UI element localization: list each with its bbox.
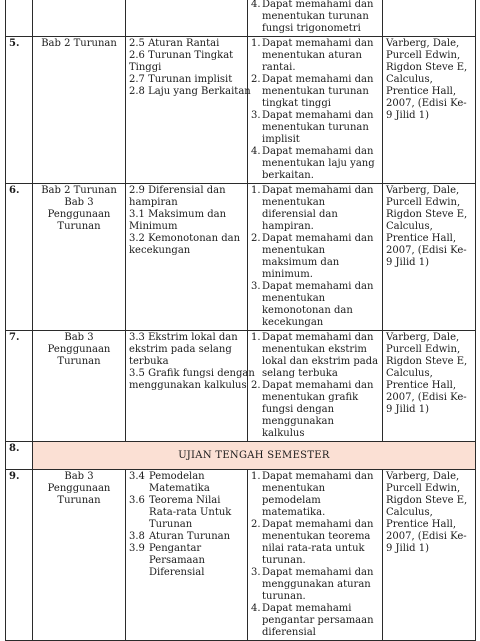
item-number: 3. [251, 281, 261, 292]
list-item [251, 146, 379, 182]
item-number: 3.8 [129, 531, 145, 542]
item-number: 4. [251, 146, 261, 157]
subtopic-line: 3.5 Grafik fungsi dengan [129, 368, 255, 379]
item-text: Dapat memahami dan menentukan turunan tingkat tinggi [262, 74, 374, 109]
indicator-cell [248, 184, 383, 331]
subtopic-line: terbuka [129, 356, 169, 367]
item-number: 4. [251, 603, 261, 614]
reference-cell: Varberg, Dale, Purcell Edwin, Rigdon Steve E, Calculus, Prentice Hall, 2007, (Edisi Ke-9 Jilid 1) [383, 331, 476, 442]
list-item [251, 603, 379, 639]
subtopic-cell [126, 0, 248, 37]
subtopic-list [129, 471, 244, 579]
list-item [251, 233, 379, 281]
reference-cell: Varberg, Dale, Purcell Edwin, Rigdon Steve E, Calculus, Prentice Hall, 2007, (Edisi Ke-9 Jilid 1) [383, 184, 476, 331]
indicator-list [251, 471, 379, 639]
item-text: Dapat memahami dan menentukan grafik fungsi dengan menggunakan kalkulus [262, 380, 374, 439]
subtopic-line: 3.2 Kemonotonan dan [129, 233, 241, 244]
subtopic-line: menggunakan kalkulus [129, 380, 247, 391]
list-item [129, 543, 244, 579]
indicator-list [251, 185, 379, 329]
subtopic-line: 3.3 Ekstrim lokal dan [129, 332, 238, 343]
item-text: Pengantar Persamaan Diferensial [149, 543, 205, 578]
reference-cell [383, 0, 476, 37]
item-number: 1. [251, 185, 261, 196]
chapter-cell [33, 0, 126, 37]
table-row [6, 37, 476, 184]
item-number: 4. [251, 0, 261, 10]
list-item [251, 471, 379, 519]
item-text: Teorema Nilai Rata-rata Untuk Turunan [149, 495, 232, 530]
list-item [251, 332, 379, 380]
chapter-cell: Bab 2 Turunan Bab 3 Penggunaan Turunan [33, 184, 126, 331]
item-number: 1. [251, 471, 261, 482]
row-number: 9. [6, 470, 33, 641]
item-number: 3.6 [129, 495, 145, 506]
item-number: 3. [251, 567, 261, 578]
row-number: 6. [6, 184, 33, 331]
chapter-cell: Bab 3 Penggunaan Turunan [33, 470, 126, 641]
item-text: Aturan Turunan [149, 531, 231, 542]
item-number: 2. [251, 380, 261, 391]
midterm-banner: UJIAN TENGAH SEMESTER [33, 442, 476, 470]
subtopic-line: 2.9 Diferensial dan [129, 185, 226, 196]
subtopic-line: Tinggi [129, 62, 162, 73]
exam-row [6, 442, 476, 470]
item-text: Dapat memahami pengantar persamaan diferensial [262, 603, 374, 638]
indicator-cell [248, 331, 383, 442]
subtopic-line: Minimum [129, 221, 178, 232]
indicator-cell [248, 470, 383, 641]
item-text: Dapat memahami dan menentukan laju yang berkaitan. [262, 146, 375, 181]
indicator-list [251, 0, 379, 35]
item-number: 1. [251, 38, 261, 49]
item-number: 3. [251, 110, 261, 121]
table-row [6, 331, 476, 442]
item-text: Dapat memahami dan menentukan ekstrim lokal dan ekstrim pada selang terbuka [262, 332, 379, 379]
syllabus-table [5, 0, 476, 641]
list-item [251, 567, 379, 603]
item-text: Dapat memahami dan menentukan kemonotonan dan kecekungan [262, 281, 374, 328]
subtopic-line: ekstrim pada selang [129, 344, 232, 355]
list-item [251, 380, 379, 440]
subtopic-cell [126, 470, 248, 641]
subtopic-line: 2.5 Aturan Rantai [129, 38, 220, 49]
item-text: Dapat memahami dan menentukan turunan implisit [262, 110, 374, 145]
chapter-cell: Bab 2 Turunan [33, 37, 126, 184]
item-number: 2. [251, 233, 261, 244]
indicator-list [251, 332, 379, 440]
list-item [251, 110, 379, 146]
indicator-list [251, 38, 379, 182]
indicator-cell [248, 37, 383, 184]
subtopic-cell [126, 184, 248, 331]
row-number: 8. [6, 442, 33, 470]
table-row [6, 0, 476, 37]
subtopic-line: hampiran [129, 197, 178, 208]
list-item [129, 531, 244, 543]
item-number: 3.9 [129, 543, 145, 554]
item-text: Dapat memahami dan menentukan diferensial dan hampiran. [262, 185, 374, 232]
item-text: Dapat memahami dan menentukan aturan rantai. [262, 38, 374, 73]
item-text: Dapat memahami dan menentukan teorema nilai rata-rata untuk turunan. [262, 519, 374, 566]
table-row [6, 184, 476, 331]
row-number [6, 0, 33, 37]
item-number: 1. [251, 332, 261, 343]
item-number: 2. [251, 519, 261, 530]
list-item [251, 519, 379, 567]
subtopic-line: kecekungan [129, 245, 191, 256]
chapter-cell: Bab 3 Penggunaan Turunan [33, 331, 126, 442]
item-number: 2. [251, 74, 261, 85]
subtopic-line: 2.7 Turunan implisit [129, 74, 233, 85]
subtopic-line: 2.8 Laju yang Berkaitan [129, 86, 251, 97]
row-number: 5. [6, 37, 33, 184]
list-item [129, 471, 244, 495]
subtopic-cell [126, 37, 251, 184]
item-text: Dapat memahami dan menggunakan aturan turunan. [262, 567, 374, 602]
list-item [251, 185, 379, 233]
reference-cell: Varberg, Dale, Purcell Edwin, Rigdon Steve E, Calculus, Prentice Hall, 2007, (Edisi Ke-9 Jilid 1) [383, 470, 476, 641]
list-item [251, 74, 379, 110]
subtopic-cell [126, 331, 255, 442]
item-text: Dapat memahami dan menentukan maksimum dan minimum. [262, 233, 374, 280]
indicator-cell [248, 0, 383, 37]
subtopic-line: 2.6 Turunan Tingkat [129, 50, 234, 61]
list-item [251, 38, 379, 74]
table-row [6, 470, 476, 641]
row-number: 7. [6, 331, 33, 442]
list-item [251, 281, 379, 329]
item-text: Pemodelan Matematika [149, 471, 210, 494]
item-text: Dapat memahami dan menentukan pemodelam matematika. [262, 471, 374, 518]
item-number: 3.4 [129, 471, 145, 482]
item-text: Dapat memahami dan menentukan turunan fungsi trigonometri [262, 0, 374, 34]
list-item [251, 0, 379, 35]
subtopic-line: 3.1 Maksimum dan [129, 209, 227, 220]
list-item [129, 495, 244, 531]
reference-cell: Varberg, Dale, Purcell Edwin, Rigdon Steve E, Calculus, Prentice Hall, 2007, (Edisi Ke-9 Jilid 1) [383, 37, 476, 184]
